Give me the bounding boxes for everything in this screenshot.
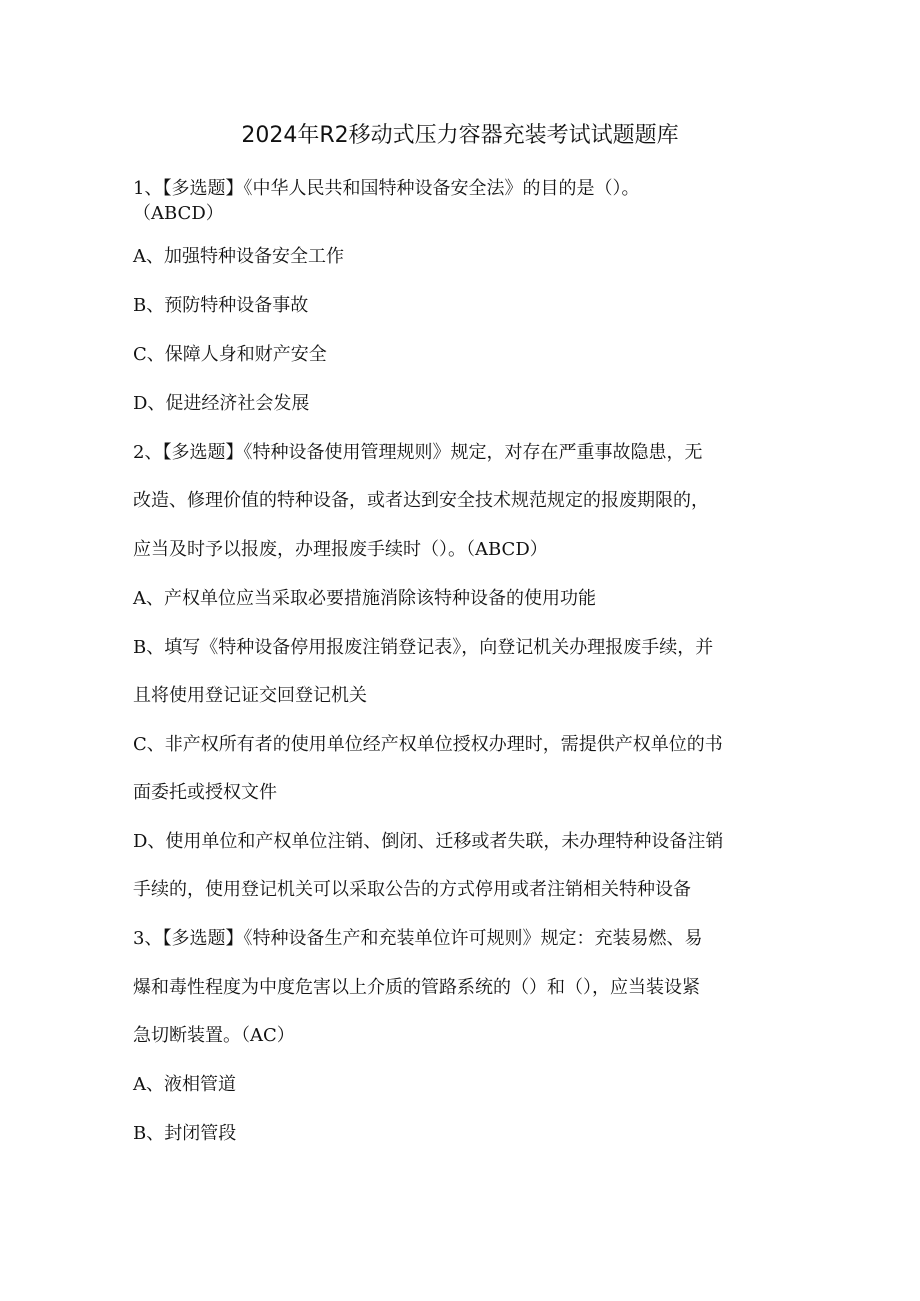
question-1-option-c: C、保障人身和财产安全	[133, 344, 327, 365]
question-3-option-a: A、液相管道	[133, 1074, 236, 1095]
question-1-option-a: A、加强特种设备安全工作	[133, 246, 344, 267]
question-1-option-d: D、促进经济社会发展	[133, 393, 310, 414]
question-3-text-line-1: 3、【多选题】《特种设备生产和充装单位许可规则》规定：充装易燃、易	[133, 928, 703, 949]
question-2-option-d-line-1: D、使用单位和产权单位注销、倒闭、迁移或者失联，未办理特种设备注销	[133, 831, 724, 852]
question-2-text-line-2: 改造、修理价值的特种设备，或者达到安全技术规范规定的报废期限的，	[133, 490, 709, 511]
question-1-text: 1、【多选题】《中华人民共和国特种设备安全法》的目的是（）。	[133, 178, 640, 199]
question-3-option-b: B、封闭管段	[133, 1123, 237, 1144]
question-1-option-b: B、预防特种设备事故	[133, 295, 309, 316]
question-2-option-a: A、产权单位应当采取必要措施消除该特种设备的使用功能	[133, 588, 596, 609]
question-2-option-c-line-2: 面委托或授权文件	[133, 782, 277, 803]
question-3-text-line-3: 急切断装置。（AC）	[133, 1025, 295, 1046]
question-3-text-line-2: 爆和毒性程度为中度危害以上介质的管路系统的（）和（），应当装设紧	[133, 977, 700, 998]
question-2-option-d-line-2: 手续的，使用登记机关可以采取公告的方式停用或者注销相关特种设备	[133, 879, 691, 900]
question-1-answer: （ABCD）	[133, 203, 224, 224]
question-2-text-line-3: 应当及时予以报废，办理报废手续时（）。（ABCD）	[133, 539, 548, 560]
question-2-option-b-line-1: B、填写《特种设备停用报废注销登记表》，向登记机关办理报废手续，并	[133, 637, 714, 658]
question-2-option-c-line-1: C、非产权所有者的使用单位经产权单位授权办理时，需提供产权单位的书	[133, 734, 723, 755]
question-2-text-line-1: 2、【多选题】《特种设备使用管理规则》规定，对存在严重事故隐患，无	[133, 442, 703, 463]
page-title: 2024年R2移动式压力容器充装考试试题题库	[241, 123, 679, 148]
question-2-option-b-line-2: 且将使用登记证交回登记机关	[133, 685, 367, 706]
